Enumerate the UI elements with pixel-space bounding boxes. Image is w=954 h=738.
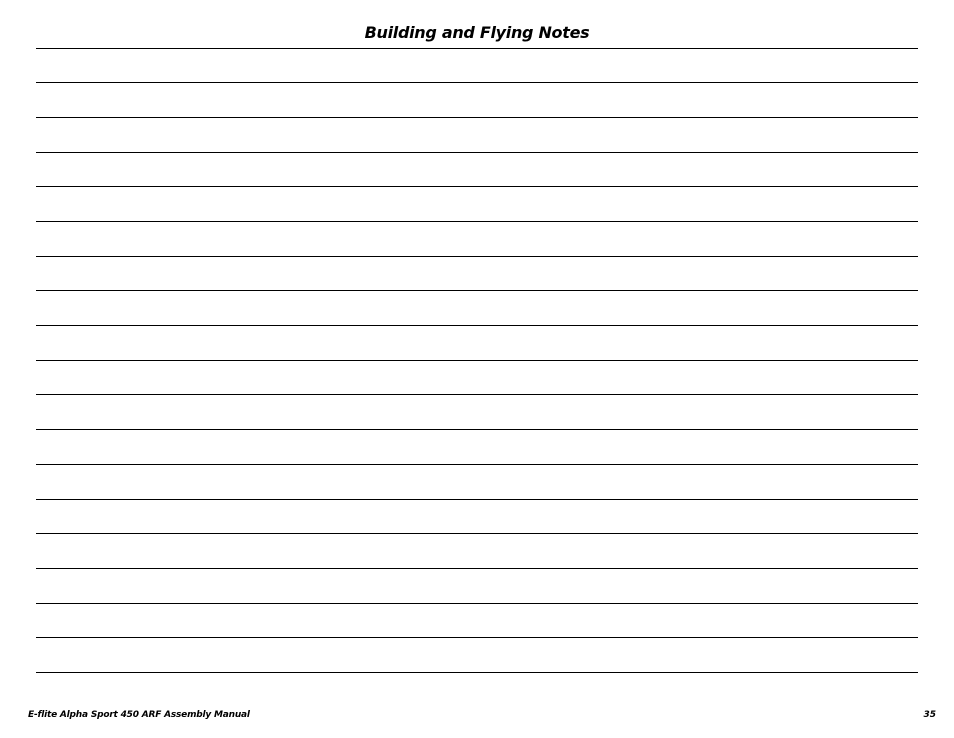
note-line — [36, 603, 918, 604]
footer-manual-title: E-flite Alpha Sport 450 ARF Assembly Manual — [28, 710, 250, 720]
note-lines — [36, 0, 918, 738]
note-line — [36, 256, 918, 257]
page-number: 35 — [923, 710, 936, 720]
note-line — [36, 117, 918, 118]
page-title: Building and Flying Notes — [364, 23, 590, 42]
note-line — [36, 464, 918, 465]
note-line — [36, 221, 918, 222]
note-line — [36, 568, 918, 569]
note-line — [36, 186, 918, 187]
note-line — [36, 152, 918, 153]
note-line — [36, 325, 918, 326]
note-line — [36, 429, 918, 430]
note-line — [36, 672, 918, 673]
note-line — [36, 48, 918, 49]
note-line — [36, 394, 918, 395]
note-line — [36, 360, 918, 361]
note-line — [36, 290, 918, 291]
note-line — [36, 533, 918, 534]
note-line — [36, 499, 918, 500]
note-line — [36, 82, 918, 83]
note-line — [36, 637, 918, 638]
